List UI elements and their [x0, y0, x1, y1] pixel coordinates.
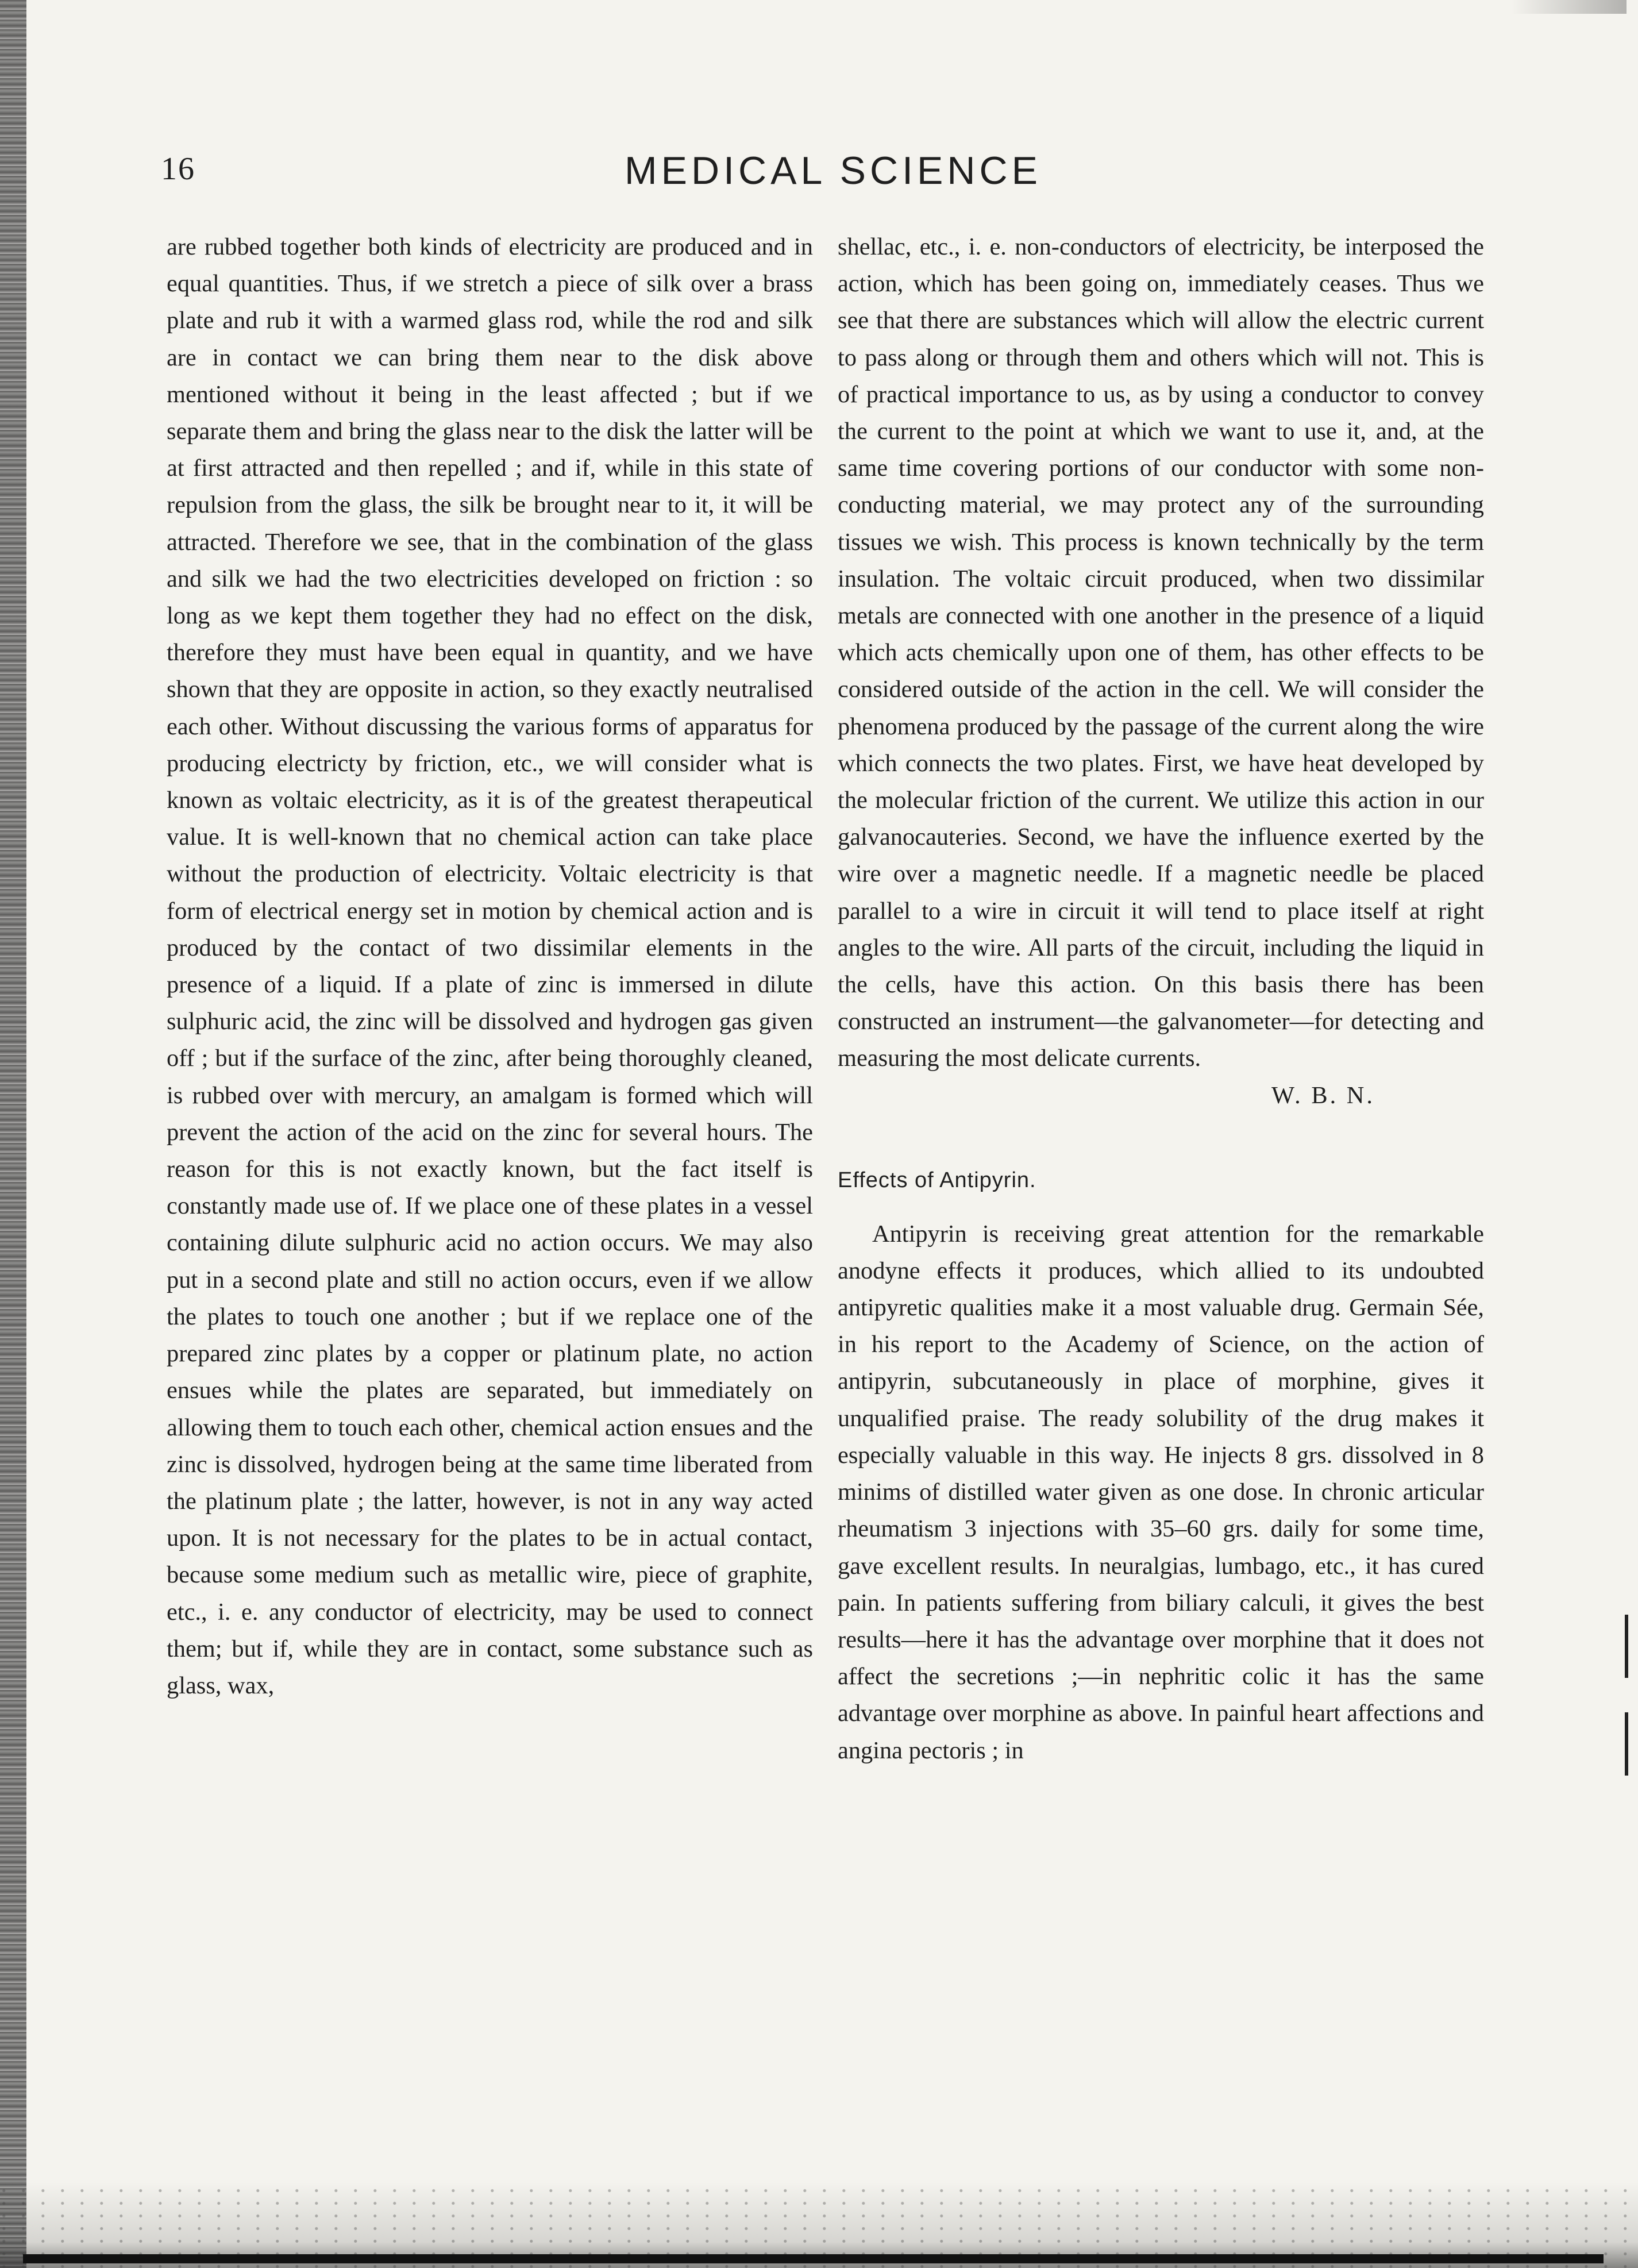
body-paragraph: are rubbed together both kinds of electricity are produced and in equal quantities. Thus, if we stretch a piece of silk over a brass plate and rub it with a warmed glass rod, while the rod and silk are in contact we can bring them near to the disk above mentioned without it being in the least affected ; but if we separate them and bring the glass near to the disk the latter will be at first attracted and then repelled ; and if, while in this state of repulsion from the glass, the silk be brought near to it, it will be attracted. Therefore we see, that in the combination of the glass and silk we had the two electricities developed on friction : so long as we kept them together they had no effect on the disk, therefore they must have been equal in quantity, and we have shown that they are opposite in action, so they exactly neutralised each other. Without discussing the various forms of apparatus for producing electricty by friction, etc., we will consider what is known as voltaic electricity, as it is of the greatest therapeutical value. It is well-known that no chemical action can take place without the production of electricity. Voltaic electricity is that form of electrical energy set in motion by chemical action and is produced by the contact of two dissimilar elements in the presence of a liquid. If a plate of zinc is immersed in dilute sulphuric acid, the zinc will be dissolved and hydrogen gas given off ; but if the surface of the zinc, after being thoroughly cleaned, is rubbed over with mercury, an amalgam is formed which will prevent the action of the acid on the zinc for several hours. The reason for this is not exactly known, but the fact itself is constantly made use of. If we place one of these plates in a vessel containing dilute sulphuric acid no action occurs. We may also put in a second plate and still no action occurs, even if we allow the plates to touch one another ; but if we replace one of the prepared zinc plates by a copper or platinum plate, no action ensues while the plates are separated, but immediately on allowing them to touch each other, chemical action ensues and the zinc is dissolved, hydrogen being at the same time liberated from the platinum plate ; the latter, however, is not in any way acted upon. It is not necessary for the plates to be in actual contact, because some medium such as metallic wire, piece of graphite, etc., i. e. any conductor of electricity, may be used to connect them; but if, while they are in contact, some substance such as glass, wax,	[167, 233, 813, 1699]
left-column	[167, 229, 813, 1704]
body-paragraph: shellac, etc., i. e. non-conductors of electricity, be interposed the action, which has been going on, immediately ceases. Thus we see that there are substances which will allow the electric current to pass along or through them and others which will not. This is of practical importance to us, as by using a conductor to convey the current to the point at which we want to use it, and, at the same time covering portions of our conductor with some non-conducting material, we may protect any of the surrounding tissues we wish. This process is known technically by the term insulation. The voltaic circuit produced, when two dissimilar metals are connected with one another in the presence of a liquid which acts chemically upon one of them, has other effects to be considered outside of the action in the cell. We will consider the phenomena produced by the passage of the current along the wire which connects the two plates. First, we have heat developed by the molecular friction of the current. We utilize this action in our galvanocauteries. Second, we have the influence exerted by the wire over a magnetic needle. If a magnetic needle be placed parallel to a wire in circuit it will tend to place itself at right angles to the wire. All parts of the circuit, including the liquid in the cells, have this action. On this basis there has been constructed an instrument—the galvanometer—for detecting and measuring the most delicate currents.	[838, 233, 1484, 1072]
section-heading: Effects of Antipyrin.	[838, 1168, 1036, 1192]
running-head: MEDICAL SCIENCE	[625, 149, 1042, 192]
scan-edge-bottom-line	[23, 2254, 1604, 2263]
body-paragraph: Antipyrin is receiving great attention for the remarkable anodyne effects it produces, which allied to its undoubted antipyretic qualities make it a most valuable drug. Germain Sée, in his report to the Academy of Science, on the action of antipyrin, subcutaneously in place of morphine, gives it unqualified praise. The ready solubility of the drug makes it especially valuable in this way. He injects 8 grs. dissolved in 8 minims of distilled water given as one dose. In chronic articular rheumatism 3 injections with 35–60 grs. daily for some time, gave excellent results. In neuralgias, lumbago, etc., it has cured pain. In patients suffering from biliary calculi, it gives the best results—here it has the advantage over morphine that it does not affect the secretions ;—in nephritic colic it has the same advantage over morphine as above. In painful heart affections and angina pectoris ; in	[838, 1220, 1484, 1764]
right-column	[838, 229, 1484, 1769]
page-number: 16	[161, 151, 195, 187]
margin-mark	[1625, 1615, 1628, 1678]
author-signature: W. B. N.	[1271, 1081, 1375, 1109]
margin-mark	[1625, 1712, 1628, 1776]
scan-edge-left	[0, 0, 26, 2268]
corner-smudge	[1512, 0, 1627, 14]
